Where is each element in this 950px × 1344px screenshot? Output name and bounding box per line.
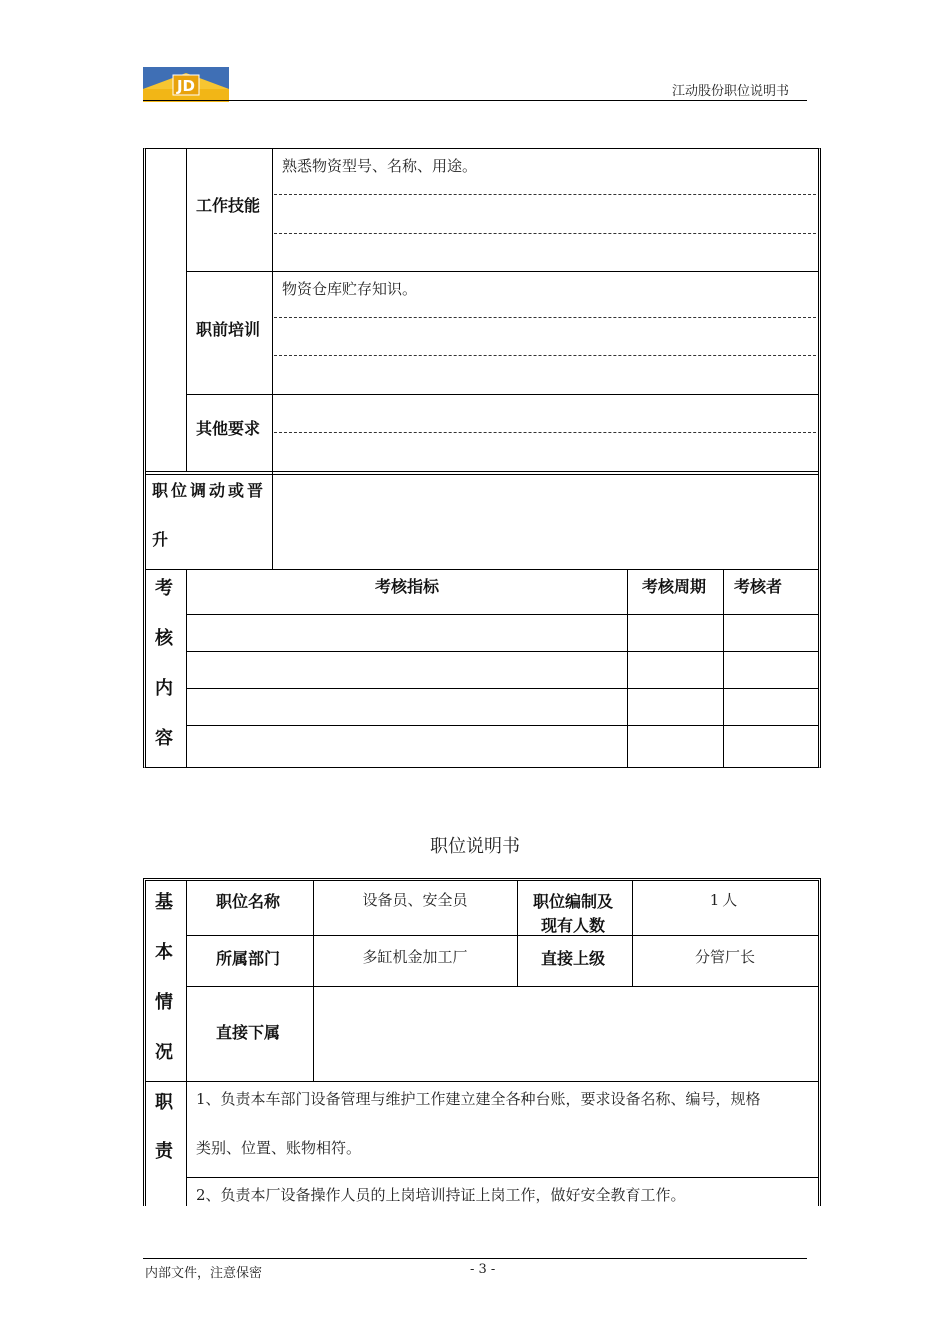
skills-text: 熟悉物资型号、名称、用途。 [282, 157, 478, 175]
header-divider [143, 100, 807, 101]
assessment-side-1: 考 [155, 578, 173, 599]
position-name-label: 职位名称 [216, 892, 281, 911]
basic-side-2: 本 [155, 942, 173, 963]
superior-label: 直接上级 [541, 949, 606, 968]
duty-side-2: 责 [155, 1141, 173, 1162]
subordinate-label: 直接下属 [216, 1023, 281, 1042]
duty-2: 2、负责本厂设备操作人员的上岗培训持证上岗工作，做好安全教育工作。 [196, 1186, 686, 1204]
skills-label: 工作技能 [196, 196, 261, 215]
duty-1-line1: 1、负责本车部门设备管理与维护工作建立建全各种台账，要求设备名称、编号，规格 [196, 1090, 761, 1108]
header-title: 江动股份职位说明书 [672, 84, 790, 99]
page-number: - 3 - [470, 1262, 496, 1277]
headcount-label-line1: 职位编制及 [533, 892, 614, 911]
logo-text: JD [176, 77, 196, 95]
assessment-side-3: 内 [155, 678, 173, 699]
headcount-value: 1人 [709, 891, 741, 909]
assessment-side-2: 核 [155, 628, 173, 649]
assessment-side-4: 容 [155, 728, 173, 749]
superior-value: 分管厂长 [694, 948, 755, 966]
col-assessor-header: 考核者 [734, 577, 783, 596]
doc-title: 职位说明书 [430, 836, 520, 857]
basic-side-3: 情 [155, 992, 173, 1013]
transfer-label-line1: 职位调动或晋 [152, 481, 267, 500]
other-label: 其他要求 [196, 419, 261, 438]
duty-1-line2: 类别、位置、账物相符。 [196, 1139, 362, 1157]
duty-side-1: 职 [155, 1092, 173, 1113]
footer-divider [143, 1258, 807, 1259]
transfer-label-line2: 升 [152, 530, 169, 549]
training-text: 物资仓库贮存知识。 [282, 280, 418, 298]
footer-confidential-note: 内部文件，注意保密 [145, 1266, 263, 1281]
department-label: 所属部门 [216, 949, 281, 968]
company-logo [143, 67, 229, 102]
col-indicator-header: 考核指标 [374, 577, 439, 596]
training-label: 职前培训 [196, 320, 261, 339]
upper-table [143, 148, 821, 768]
basic-side-1: 基 [155, 892, 173, 913]
headcount-label-line2: 现有人数 [541, 916, 606, 935]
department-value: 多缸机金加工厂 [362, 948, 468, 966]
basic-side-4: 况 [155, 1042, 173, 1063]
position-name-value: 设备员、安全员 [362, 891, 468, 909]
col-period-header: 考核周期 [642, 577, 707, 596]
